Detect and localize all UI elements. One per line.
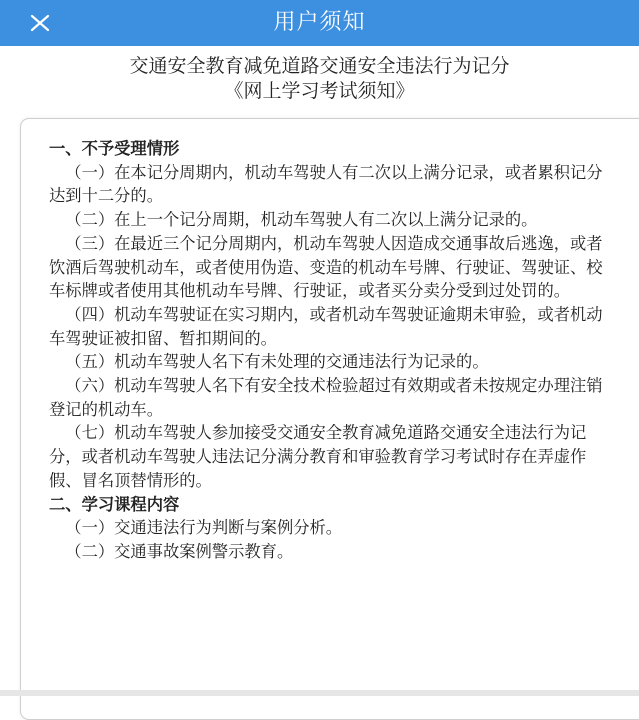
section-heading: 一、不予受理情形 [49,139,180,158]
notice-item: （五）机动车驾驶人名下有未处理的交通违法行为记录的。 [65,352,489,372]
notice-content[interactable] [49,137,609,564]
notice-item: （六）机动车驾驶人名下有安全技术检验超过有效期或者未按规定办理注销登记的机动车。 [49,376,603,419]
document-title-line-2: 《网上学习考试须知》 [224,80,415,102]
notice-item: （四）机动车驾驶证在实习期内，或者机动车驾驶证逾期未审验，或者机动车驾驶证被扣留、暂扣期间的。 [49,304,603,348]
notice-item: （二）在上一个记分周期，机动车驾驶人有二次以上满分记录的。 [65,210,538,230]
page-title: 用户须知 [273,10,366,35]
notice-item: （二）交通事故案例警示教育。 [65,541,294,561]
notice-item: （三）在最近三个记分周期内，机动车驾驶人因造成交通事故后逃逸，或者饮酒后驾驶机动车，或者使用伪造、变造的机动车号牌、行驶证、驾驶证、校车标牌或者使用其他机动车号牌、行驶证，或者买分卖分受到过处罚的。 [49,233,603,301]
bottom-edge [0,690,639,696]
document-title [0,54,639,104]
notice-item: （一）在本记分周期内，机动车驾驶人有二次以上满分记录，或者累积记分达到十二分的。 [49,162,603,206]
section-heading: 二、学习课程内容 [49,494,180,514]
notice-item: （一）交通违法行为判断与案例分析。 [65,518,343,538]
notice-item: （七）机动车驾驶人参加接受交通安全教育减免道路交通安全违法行为记分，或者机动车驾驶人违法记分满分教育和审验教育学习考试时存在弄虚作假、冒名顶替情形的。 [49,423,587,490]
title-bar [0,0,639,46]
document-title-line-1: 交通安全教育减免道路交通安全违法行为记分 [129,55,510,77]
